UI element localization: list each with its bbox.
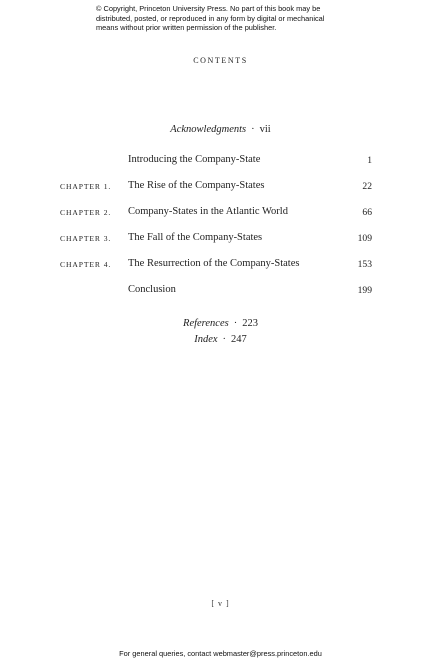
acknowledgments-entry[interactable] xyxy=(0,124,441,135)
index-page: 247 xyxy=(231,334,247,345)
separator-dot: · xyxy=(222,334,227,345)
toc-entry-chapter-2[interactable] xyxy=(0,206,441,220)
toc-entry-chapter-1[interactable] xyxy=(0,180,441,194)
entry-page: 109 xyxy=(357,233,372,244)
entry-title: Company-States in the Atlantic World xyxy=(128,206,288,217)
copyright-line: means without prior written permission of the publisher. xyxy=(96,23,277,33)
entry-page: 1 xyxy=(367,155,372,166)
entry-title: The Fall of the Company-States xyxy=(128,232,263,243)
toc-entry-conclusion[interactable] xyxy=(0,284,441,298)
entry-title: Introducing the Company-State xyxy=(128,154,261,165)
separator-dot: · xyxy=(233,318,238,329)
separator-dot: · xyxy=(251,124,255,135)
chapter-label: CHAPTER 1. xyxy=(60,182,112,191)
references-page: 223 xyxy=(242,318,258,329)
entry-title: Conclusion xyxy=(128,284,176,295)
copyright-notice xyxy=(96,4,366,33)
references-entry[interactable] xyxy=(0,318,441,329)
toc-entry-introduction[interactable] xyxy=(0,154,441,168)
chapter-label: CHAPTER 4. xyxy=(60,260,112,269)
entry-page: 153 xyxy=(357,259,372,270)
copyright-line: © Copyright, Princeton University Press. No part of this book may be xyxy=(96,4,321,13)
entry-page: 199 xyxy=(357,285,372,296)
entry-title: The Resurrection of the Company-States xyxy=(128,258,300,269)
chapter-label: CHAPTER 2. xyxy=(60,208,112,217)
copyright-line: distributed, posted, or reproduced in any form by digital or mechanical xyxy=(96,13,325,23)
acknowledgments-page: vii xyxy=(259,124,271,135)
contents-heading: CONTENTS xyxy=(193,56,248,65)
footer-contact: For general queries, contact webmaster@press.princeton.edu xyxy=(119,649,322,658)
acknowledgments-label: Acknowledgments xyxy=(170,124,247,135)
toc-entry-chapter-4[interactable] xyxy=(0,258,441,272)
entry-page: 66 xyxy=(362,207,372,218)
index-label: Index xyxy=(194,334,218,345)
entry-page: 22 xyxy=(362,181,372,192)
entry-title: The Rise of the Company-States xyxy=(128,180,265,191)
references-label: References xyxy=(183,318,229,329)
index-entry[interactable] xyxy=(0,334,441,345)
chapter-label: CHAPTER 3. xyxy=(60,234,112,243)
toc-entry-chapter-3[interactable] xyxy=(0,232,441,246)
page-folio: [ v ] xyxy=(211,599,230,608)
